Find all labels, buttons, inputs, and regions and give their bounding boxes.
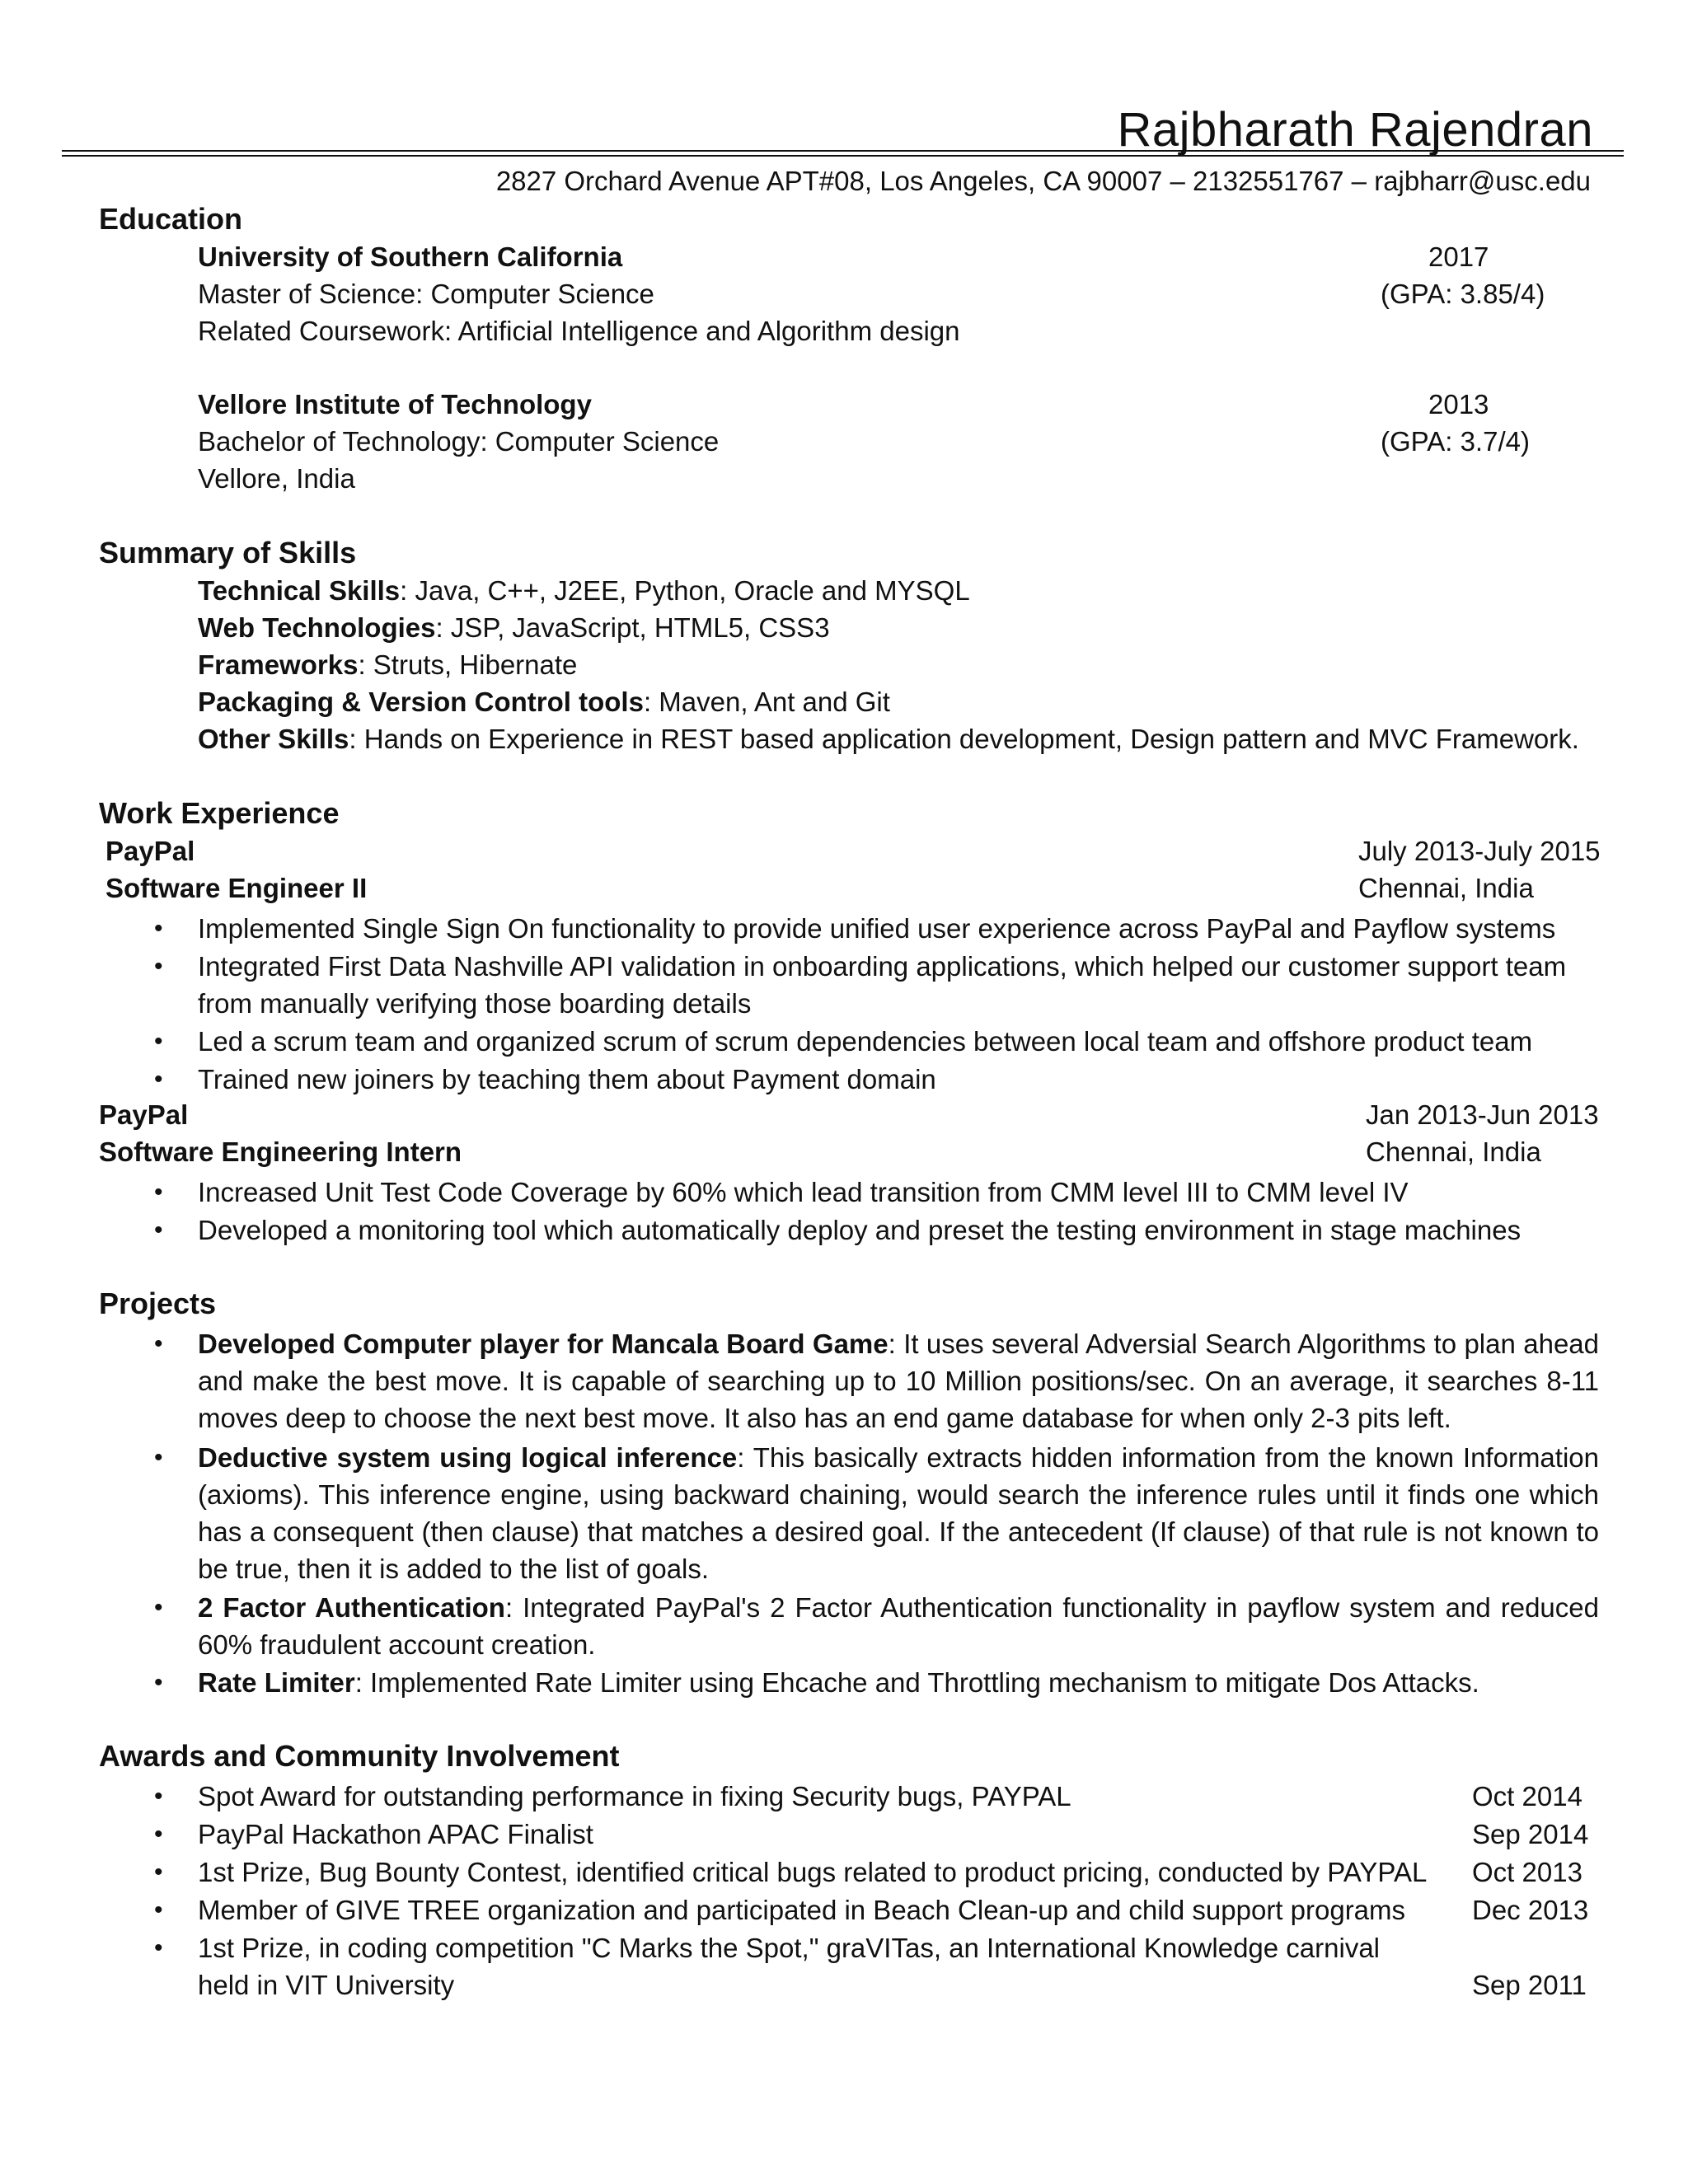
project-title: Deductive system using logical inference [198,1442,738,1473]
coursework-usc: Related Coursework: Artificial Intelligence and Algorithm design [198,316,960,346]
project-item [154,1325,1600,1436]
job-1-bullet: • Integrated First Data Nashville API validation in onboarding applications, which helped our customer support team [198,948,1566,985]
bullet-icon: • [154,1444,163,1471]
award-date: Sep 2011 [1472,1970,1587,2000]
project-text: : Implemented Rate Limiter using Ehcache and Throttling mechanism to mitigate Dos Attacks. [354,1667,1479,1698]
bullet-icon: • [154,1896,163,1924]
bullet-icon: • [154,1066,163,1093]
header-rule-top [62,150,1624,152]
award-item-continued: held in VIT University [198,1970,455,2000]
year-vit: 2013 [1428,389,1489,419]
job-1-title: Software Engineer II [106,873,368,903]
skill-label: Frameworks [198,649,359,680]
gpa-vit: (GPA: 3.7/4) [1381,426,1530,457]
section-heading-projects: Projects [99,1286,217,1320]
skill-value: : Maven, Ant and Git [643,687,890,717]
job-2-location: Chennai, India [1366,1137,1541,1167]
award-date: Oct 2013 [1472,1857,1582,1887]
year-usc: 2017 [1428,241,1489,272]
bullet-icon: • [154,953,163,980]
project-item [154,1439,1599,1587]
job-2-bullet: • Increased Unit Test Code Coverage by 60% which lead transition from CMM level III to CMM level IV [198,1174,1409,1211]
job-2-bullet: • Developed a monitoring tool which automatically deploy and preset the testing environment in stage machines [198,1212,1521,1249]
award-date: Sep 2014 [1472,1819,1589,1849]
project-text: : Integrated PayPal's 2 Factor Authentication functionality in payflow system and reduced 60% fraudulent account creation. [198,1592,1599,1660]
bullet-icon: • [154,1858,163,1886]
award-item: • Member of GIVE TREE organization and participated in Beach Clean-up and child support programs [198,1891,1405,1929]
project-item [154,1589,1599,1663]
skill-frameworks [198,649,577,682]
award-item: • PayPal Hackathon APAC Finalist [198,1816,593,1853]
skill-value: : JSP, JavaScript, HTML5, CSS3 [435,612,830,643]
job-1-location: Chennai, India [1358,873,1534,903]
project-text: : It uses several Adversial Search Algorithms to plan ahead and make the best move. It is capable of searching up to 10 Million positions/sec. On an average, it searches 8-11 moves deep to choose the next best move. It also has an end game database for when only 2-3 pits left. [198,1329,1600,1433]
job-2-dates: Jan 2013-Jun 2013 [1366,1099,1599,1130]
candidate-name: Rajbharath Rajendran [1117,103,1593,157]
header-rule-bottom [62,155,1624,157]
award-date: Dec 2013 [1472,1895,1589,1925]
award-date: Oct 2014 [1472,1781,1582,1811]
job-1-bullet-continued: from manually verifying those boarding details [198,988,752,1019]
skill-other [198,723,1579,756]
bullet-icon: • [154,1669,163,1696]
school-vit: Vellore Institute of Technology [198,389,592,419]
bullet-icon: • [154,1179,163,1206]
skill-web [198,612,830,644]
degree-usc: Master of Science: Computer Science [198,279,654,309]
bullet-icon: • [154,1783,163,1810]
award-item: • 1st Prize, in coding competition "C Marks the Spot," graVITas, an International Knowledge carnival [198,1929,1380,1966]
skill-label: Web Technologies [198,612,436,643]
skill-value: : Hands on Experience in REST based application development, Design pattern and MVC Framework. [349,724,1579,754]
contact-line: 2827 Orchard Avenue APT#08, Los Angeles, CA 90007 – 2132551767 – rajbharr@usc.edu [495,166,1591,196]
job-1-company: PayPal [106,836,195,866]
bullet-icon: • [154,1216,163,1244]
school-usc: University of Southern California [198,241,623,272]
project-item [154,1664,1599,1701]
award-item: • Spot Award for outstanding performance in fixing Security bugs, PAYPAL [198,1778,1071,1815]
bullet-icon: • [154,1594,163,1621]
award-item: • 1st Prize, Bug Bounty Contest, identified critical bugs related to product pricing, conducted by PAYPAL [198,1854,1427,1891]
bullet-icon: • [154,915,163,942]
bullet-icon: • [154,1028,163,1055]
bullet-icon: • [154,1330,163,1357]
skill-technical [198,574,970,607]
job-1-bullet: • Implemented Single Sign On functionality to provide unified user experience across PayPal and Payflow systems [198,910,1555,947]
job-1-bullet: • Led a scrum team and organized scrum of scrum dependencies between local team and offshore product team [198,1023,1532,1060]
location-vit: Vellore, India [198,463,355,494]
section-heading-education: Education [99,202,243,236]
section-heading-skills: Summary of Skills [99,536,357,569]
project-title: Developed Computer player for Mancala Board Game [198,1329,889,1359]
skill-label: Other Skills [198,724,349,754]
degree-vit: Bachelor of Technology: Computer Science [198,426,720,457]
skill-label: Packaging & Version Control tools [198,687,644,717]
job-2-title: Software Engineering Intern [99,1137,462,1167]
project-title: 2 Factor Authentication [198,1592,505,1623]
skill-label: Technical Skills [198,575,401,606]
bullet-icon: • [154,1821,163,1848]
gpa-usc: (GPA: 3.85/4) [1381,279,1545,309]
section-heading-work: Work Experience [99,796,340,830]
project-title: Rate Limiter [198,1667,355,1698]
job-1-dates: July 2013-July 2015 [1358,836,1601,866]
job-2-company: PayPal [99,1099,189,1130]
job-1-bullet: • Trained new joiners by teaching them about Payment domain [198,1061,936,1098]
bullet-icon: • [154,1934,163,1961]
skill-value: : Struts, Hibernate [358,649,578,680]
section-heading-awards: Awards and Community Involvement [99,1739,620,1773]
skill-packaging [198,686,890,719]
project-text: : This basically extracts hidden information from the known Information (axioms). This inference engine, using backward chaining, would search the inference rules until it finds one which has a consequent (then clause) that matches a desired goal. If the antecedent (If clause) of that rule is not known to be true, then it is added to the list of goals. [198,1442,1599,1584]
skill-value: : Java, C++, J2EE, Python, Oracle and MYSQL [400,575,970,606]
